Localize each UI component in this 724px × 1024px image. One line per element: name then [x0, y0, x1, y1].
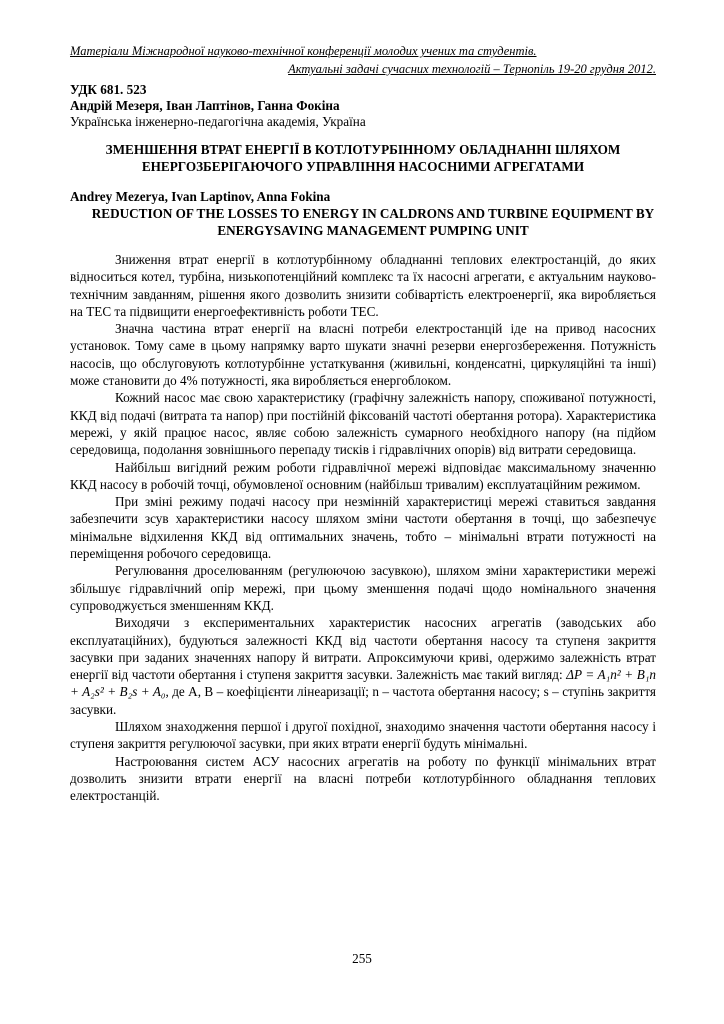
article-body [70, 251, 656, 805]
paragraph: Зниження втрат енергії в котлотурбінному обладнанні теплових електростанцій, до яких відноситься котел, турбіна, низькопотенційний комплекс та їх насосні агрегати, є актуальним науково-технічним завданням, рішення якого дозволить знизити собівартість електроенергії, яка виробляється на ТЕС та підвищити енергоефективність роботи ТЕС. [70, 252, 656, 319]
paragraph: Найбільш вигідний режим роботи гідравлічної мережі відповідає максимальному значенню ККД насосу в робочій точці, обумовленої основним (найбільш тривалим) експлуатаційним режимом. [70, 459, 656, 492]
title-english: REDUCTION OF THE LOSSES TO ENERGY IN CALDRONS AND TURBINE EQUIPMENT BY ENERGYSAVING MANAGEMENT PUMPING UNIT [91, 206, 655, 238]
paragraph: Значна частина втрат енергії на власні потреби електростанцій іде на привод насосних установок. Тому саме в цьому напрямку варто шукати значні резерви енергозбереження. Потужність насосів, що обслуговують котлотурбінне устаткування (живильні, конденсатні, циркуляційні та інші) може становити до 4% потужності, яка виробляється енергоблоком. [70, 321, 656, 389]
udk-code: УДК 681. 523 [70, 82, 147, 97]
loss-formula: ΔP = A₁n² + B₁n + A₂s² + B₂s + A₀ [70, 667, 657, 700]
page-number: 255 [352, 951, 372, 966]
paragraph-text: , де A, B – коефіцієнти лінеаризації; n – частота обертання насосу; s – ступінь закриття засувки. [70, 684, 656, 717]
authors-english: Andrey Mezerya, Ivan Laptinov, Anna Fokina [70, 189, 331, 204]
paragraph: Регулювання дроселюванням (регулюючою засувкою), шляхом зміни характеристики мережі збільшує гідравлічний опір мережі, при цьому зменшення подачі щодо номінального значення супроводжується зменшенням ККД. [70, 563, 656, 613]
authors-ukrainian: Андрій Мезеря, Іван Лаптінов, Ганна Фокіна [70, 98, 340, 113]
paragraph: Настроювання систем АСУ насосних агрегатів на роботу по функції мінімальних втрат дозволить знизити втрати енергії на власні потреби котлотурбінного обладнання теплових електростанцій. [70, 753, 656, 804]
paragraph-with-formula [70, 614, 656, 718]
conference-header-line2: Актуальні задачі сучасних технологій – Тернопіль 19-20 грудня 2012. [288, 62, 656, 76]
title-ukrainian: ЗМЕНШЕННЯ ВТРАТ ЕНЕРГІЇ В КОТЛОТУРБІННОМУ ОБЛАДНАННІ ШЛЯХОМ ЕНЕРГОЗБЕРІГАЮЧОГО УПРАВЛІННЯ НАСОСНИМИ АГРЕГАТАМИ [105, 142, 621, 174]
paragraph: Кожний насос має свою характеристику (графічну залежність напору, споживаної потужності, ККД від подачі (витрата та напор) при постійній фіксованій частоті обертання ротора). Характеристика мережі, у якій працює насос, являє собою залежність сумарного необхідного напору (на підйом середовища, подолання зовнішнього перепаду тисків і гідравлічних опорів) від витрати середовища. [70, 390, 656, 458]
affiliation: Українська інженерно-педагогічна академія, Україна [70, 114, 366, 129]
paragraph-text: Виходячи з експериментальних характеристик насосних агрегатів (заводських або експлуатаційних), будуються залежності ККД від частоти обертання насосу та ступеня закриття засувки при заданих значеннях напору й витрати. Апроксимуючи криві, одержимо залежність втрат енергії від частоти обертання і ступеня закриття засувки. Залежність має такий вигляд: [70, 615, 656, 683]
conference-header-line1: Матеріали Міжнародної науково-технічної конференції молодих учених та студентів. [70, 44, 537, 58]
paragraph: Шляхом знаходження першої і другої похідної, знаходимо значення частоти обертання насосу і ступеня закриття регулюючої засувки, при яких втрати енергії будуть мінімальні. [70, 719, 656, 752]
paragraph: При зміні режиму подачі насосу при незмінній характеристиці мережі ставиться завдання забезпечити зсув характеристики насосу шляхом зміни частоти обертання в точці, що забезпечує мінімальне відхилення ККД від оптимальних значень, тобто – мінімальні втрати потужності на переміщення робочого середовища. [70, 494, 656, 562]
